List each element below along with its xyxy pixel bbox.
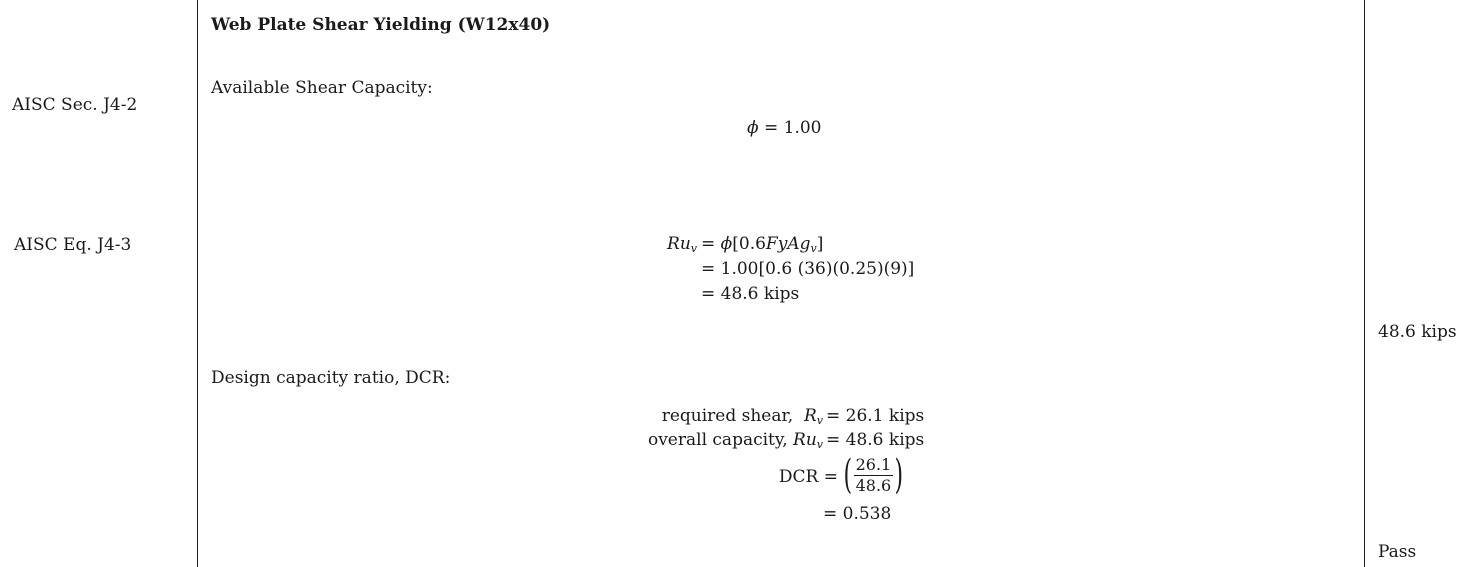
available-capacity-label: Available Shear Capacity: [211, 78, 433, 98]
required-shear-value: = 26.1 kips [826, 406, 925, 426]
ru-line-2: = 1.00[0.6 (36)(0.25)(9)] [701, 259, 915, 279]
overall-capacity-label: overall capacity, $Ru_v$ [647, 430, 823, 451]
dcr-numerator: 26.1 [855, 454, 892, 474]
phi-value: = 1.00 [764, 118, 822, 138]
ru-equation [198, 232, 1366, 307]
results-column [1366, 0, 1458, 567]
dcr-result: = 0.538 [823, 504, 892, 524]
phi-equation [747, 116, 822, 140]
ref-aisc-sec-j4-2: AISC Sec. J4-2 [12, 95, 138, 115]
ru-lhs: $Ru_v$ [667, 234, 697, 255]
dcr-equation [198, 404, 1366, 526]
calculation-column [197, 0, 1365, 567]
capacity-result: 48.6 kips [1378, 322, 1457, 342]
dcr-lhs: DCR = [778, 467, 838, 487]
dcr-label: Design capacity ratio, DCR: [211, 368, 451, 388]
overall-capacity-value: = 48.6 kips [826, 430, 925, 450]
ru-line-3: = 48.6 kips [701, 284, 800, 304]
required-shear-label: required shear, $R_v$ [661, 406, 823, 427]
section-title: Web Plate Shear Yielding (W12x40) [211, 15, 551, 35]
dcr-fraction: ( $\frac{26.1}{48.6}$ ) [843, 452, 904, 498]
reference-column [0, 0, 197, 567]
ru-line-1: = ϕ[0.6FyAg$_v$] [701, 234, 824, 255]
dcr-denominator: 48.6 [855, 475, 892, 495]
status-result: Pass [1378, 542, 1417, 562]
ref-aisc-eq-j4-3: AISC Eq. J4-3 [14, 235, 132, 255]
phi-symbol: ϕ [747, 118, 759, 138]
